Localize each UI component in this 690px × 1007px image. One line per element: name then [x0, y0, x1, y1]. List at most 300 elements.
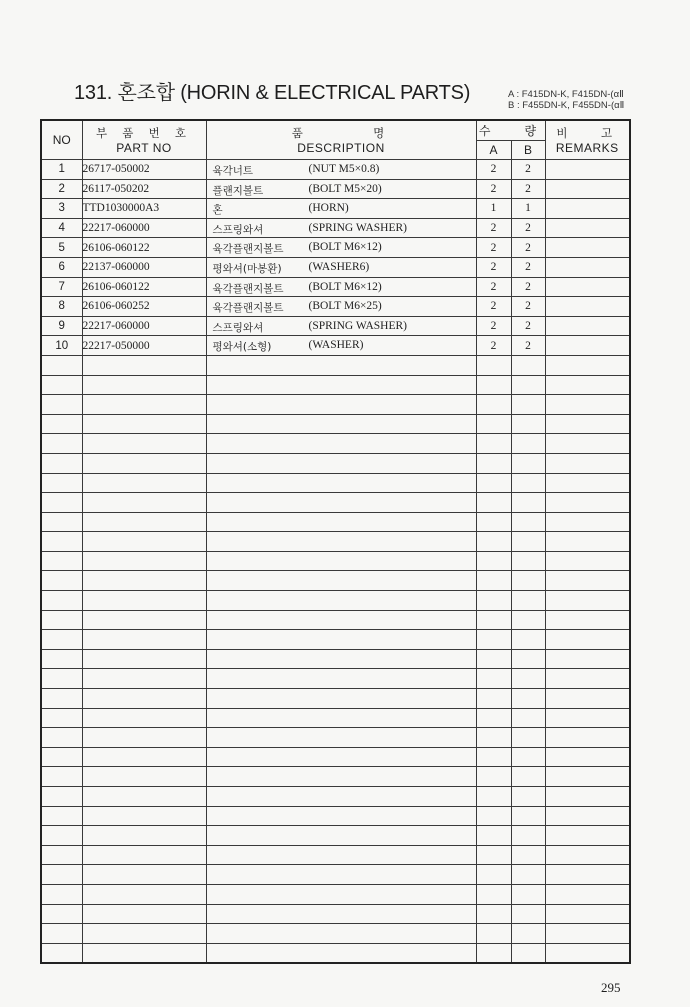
cell-qty-b: [511, 806, 545, 826]
cell-description: [206, 924, 476, 944]
empty-table-row: [41, 571, 630, 591]
cell-part-no: 22217-050000: [82, 336, 206, 356]
cell-no: [41, 414, 82, 434]
cell-part-no: 26106-060122: [82, 238, 206, 258]
cell-no: 8: [41, 297, 82, 317]
empty-table-row: [41, 355, 630, 375]
header-no: NO: [41, 120, 82, 160]
cell-part-no: [82, 571, 206, 591]
cell-part-no: [82, 355, 206, 375]
cell-part-no: 22217-060000: [82, 316, 206, 336]
cell-remarks: [545, 160, 630, 180]
empty-table-row: [41, 493, 630, 513]
cell-no: [41, 708, 82, 728]
cell-remarks: [545, 943, 630, 963]
cell-remarks: [545, 355, 630, 375]
cell-qty-a: [476, 591, 511, 611]
cell-part-no: [82, 532, 206, 552]
parts-table: [40, 119, 631, 964]
description-ko: 육각플랜지볼트: [212, 243, 284, 256]
cell-qty-a: 2: [476, 218, 511, 238]
cell-no: [41, 767, 82, 787]
empty-table-row: [41, 943, 630, 963]
empty-table-row: [41, 395, 630, 415]
table-row: [41, 297, 630, 317]
cell-description: [206, 218, 476, 238]
cell-part-no: [82, 728, 206, 748]
empty-table-row: [41, 708, 630, 728]
table-row: [41, 316, 630, 336]
cell-no: 9: [41, 316, 82, 336]
cell-part-no: [82, 845, 206, 865]
cell-no: 6: [41, 257, 82, 277]
cell-qty-b: [511, 532, 545, 552]
cell-remarks: [545, 649, 630, 669]
header-remarks-en: REMARKS: [555, 141, 619, 155]
description-en: (BOLT M5×20): [308, 182, 382, 195]
cell-qty-b: [511, 747, 545, 767]
cell-description: [206, 806, 476, 826]
cell-part-no: [82, 708, 206, 728]
empty-table-row: [41, 414, 630, 434]
cell-qty-b: 1: [511, 199, 545, 219]
cell-part-no: [82, 884, 206, 904]
cell-no: 4: [41, 218, 82, 238]
cell-qty-a: [476, 649, 511, 669]
empty-table-row: [41, 630, 630, 650]
description-en: (WASHER): [308, 339, 364, 352]
cell-part-no: 26106-060122: [82, 277, 206, 297]
cell-remarks: [545, 493, 630, 513]
cell-qty-a: [476, 924, 511, 944]
cell-part-no: [82, 375, 206, 395]
empty-table-row: [41, 453, 630, 473]
cell-no: [41, 453, 82, 473]
cell-no: [41, 689, 82, 709]
empty-table-row: [41, 551, 630, 571]
cell-qty-a: [476, 845, 511, 865]
table-row: [41, 238, 630, 258]
table-row: [41, 199, 630, 219]
description-ko: 육각플랜지볼트: [212, 302, 284, 315]
cell-qty-a: [476, 434, 511, 454]
cell-part-no: 22217-060000: [82, 218, 206, 238]
cell-qty-b: [511, 787, 545, 807]
cell-qty-b: 2: [511, 238, 545, 258]
empty-table-row: [41, 884, 630, 904]
table-row: [41, 179, 630, 199]
cell-no: [41, 375, 82, 395]
cell-no: 10: [41, 336, 82, 356]
cell-description: [206, 297, 476, 317]
empty-table-row: [41, 904, 630, 924]
cell-no: [41, 884, 82, 904]
cell-no: [41, 591, 82, 611]
cell-qty-a: [476, 453, 511, 473]
cell-description: [206, 414, 476, 434]
cell-remarks: [545, 630, 630, 650]
cell-remarks: [545, 924, 630, 944]
cell-qty-b: 2: [511, 316, 545, 336]
cell-qty-b: [511, 493, 545, 513]
cell-no: [41, 806, 82, 826]
cell-description: [206, 571, 476, 591]
cell-qty-a: [476, 473, 511, 493]
cell-no: [41, 571, 82, 591]
cell-no: [41, 904, 82, 924]
cell-qty-b: [511, 630, 545, 650]
table-row: [41, 257, 630, 277]
cell-part-no: [82, 493, 206, 513]
description-ko: 스프링와셔: [212, 223, 264, 236]
cell-description: [206, 277, 476, 297]
cell-no: [41, 473, 82, 493]
cell-remarks: [545, 414, 630, 434]
header-part-no-en: PART NO: [116, 141, 172, 155]
cell-qty-a: [476, 747, 511, 767]
cell-part-no: [82, 610, 206, 630]
cell-no: 7: [41, 277, 82, 297]
cell-qty-a: [476, 943, 511, 963]
cell-description: [206, 865, 476, 885]
table-header-row: [41, 120, 630, 141]
cell-part-no: [82, 826, 206, 846]
cell-remarks: [545, 708, 630, 728]
cell-qty-a: [476, 493, 511, 513]
cell-qty-b: [511, 473, 545, 493]
cell-qty-b: [511, 845, 545, 865]
empty-table-row: [41, 610, 630, 630]
cell-no: [41, 943, 82, 963]
cell-description: [206, 395, 476, 415]
cell-qty-b: [511, 355, 545, 375]
cell-remarks: [545, 532, 630, 552]
cell-qty-b: [511, 884, 545, 904]
cell-no: [41, 434, 82, 454]
cell-description: [206, 160, 476, 180]
cell-remarks: [545, 336, 630, 356]
empty-table-row: [41, 787, 630, 807]
cell-no: [41, 669, 82, 689]
cell-part-no: [82, 943, 206, 963]
cell-qty-b: 2: [511, 218, 545, 238]
empty-table-row: [41, 845, 630, 865]
empty-table-row: [41, 924, 630, 944]
cell-remarks: [545, 904, 630, 924]
cell-part-no: [82, 473, 206, 493]
cell-qty-b: 2: [511, 160, 545, 180]
cell-qty-b: [511, 865, 545, 885]
cell-part-no: [82, 747, 206, 767]
description-ko: 스프링와셔: [212, 321, 264, 334]
cell-qty-a: [476, 826, 511, 846]
cell-qty-b: [511, 943, 545, 963]
cell-description: [206, 238, 476, 258]
cell-no: [41, 493, 82, 513]
cell-qty-b: 2: [511, 297, 545, 317]
cell-remarks: [545, 218, 630, 238]
cell-part-no: [82, 865, 206, 885]
header-description: [206, 120, 476, 160]
cell-description: [206, 199, 476, 219]
cell-qty-a: 2: [476, 336, 511, 356]
empty-table-row: [41, 473, 630, 493]
cell-remarks: [545, 826, 630, 846]
cell-qty-a: [476, 355, 511, 375]
cell-description: [206, 845, 476, 865]
cell-qty-b: 2: [511, 179, 545, 199]
cell-part-no: TTD1030000A3: [82, 199, 206, 219]
page-number: 295: [601, 980, 621, 995]
cell-no: 2: [41, 179, 82, 199]
cell-part-no: [82, 414, 206, 434]
cell-remarks: [545, 787, 630, 807]
cell-no: [41, 512, 82, 532]
cell-remarks: [545, 591, 630, 611]
cell-qty-a: 2: [476, 179, 511, 199]
cell-remarks: [545, 238, 630, 258]
cell-qty-b: [511, 649, 545, 669]
cell-description: [206, 708, 476, 728]
description-ko: 플랜지볼트: [212, 184, 264, 197]
model-legend: [508, 89, 624, 111]
cell-description: [206, 884, 476, 904]
header-part-no-ko: 부 품 번 호: [95, 128, 193, 140]
cell-description: [206, 375, 476, 395]
cell-qty-b: [511, 708, 545, 728]
cell-qty-b: [511, 924, 545, 944]
cell-qty-a: [476, 787, 511, 807]
cell-qty-b: [511, 767, 545, 787]
cell-qty-b: [511, 689, 545, 709]
cell-qty-b: [511, 610, 545, 630]
cell-qty-a: 2: [476, 277, 511, 297]
header-part-no: [82, 120, 206, 160]
description-en: (BOLT M6×12): [308, 241, 382, 254]
header-remarks-ko: 비 고: [556, 128, 619, 140]
cell-remarks: [545, 571, 630, 591]
cell-qty-a: [476, 414, 511, 434]
cell-remarks: [545, 884, 630, 904]
cell-part-no: [82, 453, 206, 473]
cell-description: [206, 630, 476, 650]
cell-part-no: [82, 904, 206, 924]
cell-remarks: [545, 767, 630, 787]
cell-no: [41, 395, 82, 415]
cell-no: [41, 787, 82, 807]
cell-part-no: [82, 630, 206, 650]
cell-no: [41, 532, 82, 552]
cell-qty-a: [476, 904, 511, 924]
cell-remarks: [545, 512, 630, 532]
cell-qty-b: [511, 826, 545, 846]
cell-qty-a: [476, 395, 511, 415]
cell-remarks: [545, 806, 630, 826]
cell-qty-a: [476, 767, 511, 787]
header-description-ko: 품 명: [291, 128, 391, 140]
description-en: (SPRING WASHER): [308, 221, 408, 234]
cell-qty-a: [476, 728, 511, 748]
cell-part-no: [82, 591, 206, 611]
cell-qty-b: [511, 571, 545, 591]
table-row: [41, 277, 630, 297]
empty-table-row: [41, 767, 630, 787]
cell-remarks: [545, 551, 630, 571]
cell-no: [41, 728, 82, 748]
cell-no: [41, 649, 82, 669]
cell-qty-b: [511, 512, 545, 532]
cell-part-no: 22137-060000: [82, 257, 206, 277]
cell-qty-b: [511, 551, 545, 571]
cell-qty-a: [476, 865, 511, 885]
cell-part-no: 26117-050202: [82, 179, 206, 199]
cell-remarks: [545, 257, 630, 277]
table-row: [41, 218, 630, 238]
cell-part-no: [82, 689, 206, 709]
cell-qty-a: [476, 532, 511, 552]
cell-qty-a: [476, 375, 511, 395]
cell-part-no: 26106-060252: [82, 297, 206, 317]
empty-table-row: [41, 669, 630, 689]
cell-remarks: [545, 434, 630, 454]
cell-part-no: [82, 434, 206, 454]
cell-description: [206, 728, 476, 748]
description-en: (SPRING WASHER): [308, 319, 408, 332]
model-a-label: A : F415DN-K, F415DN-(αⅡ: [508, 89, 624, 100]
cell-description: [206, 591, 476, 611]
cell-qty-a: [476, 571, 511, 591]
cell-qty-a: [476, 630, 511, 650]
cell-description: [206, 336, 476, 356]
cell-description: [206, 453, 476, 473]
empty-table-row: [41, 512, 630, 532]
cell-part-no: [82, 806, 206, 826]
cell-no: [41, 747, 82, 767]
cell-qty-b: [511, 414, 545, 434]
empty-table-row: [41, 747, 630, 767]
cell-description: [206, 257, 476, 277]
cell-qty-a: [476, 806, 511, 826]
cell-qty-b: [511, 434, 545, 454]
cell-qty-a: 2: [476, 297, 511, 317]
cell-remarks: [545, 610, 630, 630]
cell-description: [206, 689, 476, 709]
cell-qty-a: 1: [476, 199, 511, 219]
cell-no: [41, 865, 82, 885]
cell-remarks: [545, 865, 630, 885]
cell-no: [41, 924, 82, 944]
cell-remarks: [545, 297, 630, 317]
cell-description: [206, 512, 476, 532]
cell-no: 3: [41, 199, 82, 219]
empty-table-row: [41, 728, 630, 748]
cell-description: [206, 747, 476, 767]
cell-qty-b: 2: [511, 336, 545, 356]
cell-description: [206, 669, 476, 689]
cell-remarks: [545, 747, 630, 767]
cell-qty-b: [511, 453, 545, 473]
cell-part-no: [82, 649, 206, 669]
cell-qty-b: [511, 395, 545, 415]
cell-remarks: [545, 689, 630, 709]
cell-description: [206, 493, 476, 513]
cell-description: [206, 943, 476, 963]
description-en: (WASHER6): [308, 260, 370, 273]
cell-part-no: [82, 512, 206, 532]
empty-table-row: [41, 806, 630, 826]
cell-qty-a: [476, 884, 511, 904]
cell-qty-a: 2: [476, 316, 511, 336]
cell-part-no: [82, 669, 206, 689]
cell-remarks: [545, 179, 630, 199]
empty-table-row: [41, 649, 630, 669]
model-b-label: B : F455DN-K, F455DN-(αⅡ: [508, 100, 625, 111]
description-ko: 육각플랜지볼트: [212, 282, 284, 295]
cell-description: [206, 649, 476, 669]
cell-remarks: [545, 375, 630, 395]
cell-remarks: [545, 199, 630, 219]
cell-remarks: [545, 845, 630, 865]
empty-table-row: [41, 689, 630, 709]
cell-no: [41, 551, 82, 571]
cell-qty-a: [476, 512, 511, 532]
header-quantity: 수 량: [476, 120, 545, 141]
cell-description: [206, 767, 476, 787]
cell-qty-b: [511, 375, 545, 395]
cell-description: [206, 316, 476, 336]
description-ko: 혼: [212, 204, 223, 217]
cell-no: [41, 845, 82, 865]
cell-description: [206, 532, 476, 552]
cell-part-no: [82, 551, 206, 571]
cell-qty-b: 2: [511, 277, 545, 297]
cell-remarks: [545, 728, 630, 748]
cell-qty-a: [476, 669, 511, 689]
cell-no: 5: [41, 238, 82, 258]
cell-no: [41, 630, 82, 650]
description-ko: 육각너트: [212, 165, 254, 177]
description-ko: 평와셔(마봉환): [212, 262, 282, 275]
header-qty-b: B: [511, 141, 545, 160]
page-title: 131. 혼조합 (HORIN & ELECTRICAL PARTS): [74, 82, 471, 104]
cell-part-no: 26717-050002: [82, 160, 206, 180]
cell-description: [206, 473, 476, 493]
cell-no: 1: [41, 160, 82, 180]
cell-description: [206, 826, 476, 846]
cell-no: [41, 610, 82, 630]
cell-description: [206, 551, 476, 571]
description-en: (BOLT M6×12): [308, 280, 382, 293]
cell-description: [206, 434, 476, 454]
cell-qty-a: 2: [476, 257, 511, 277]
cell-no: [41, 355, 82, 375]
description-en: (NUT M5×0.8): [308, 163, 380, 175]
cell-part-no: [82, 395, 206, 415]
empty-table-row: [41, 375, 630, 395]
cell-qty-b: [511, 904, 545, 924]
cell-remarks: [545, 453, 630, 473]
cell-qty-b: 2: [511, 257, 545, 277]
cell-remarks: [545, 669, 630, 689]
cell-description: [206, 610, 476, 630]
cell-qty-a: [476, 610, 511, 630]
parts-table-body: [41, 160, 630, 964]
cell-description: [206, 787, 476, 807]
table-row: [41, 160, 630, 180]
cell-qty-b: [511, 669, 545, 689]
cell-qty-a: [476, 551, 511, 571]
cell-qty-a: 2: [476, 160, 511, 180]
